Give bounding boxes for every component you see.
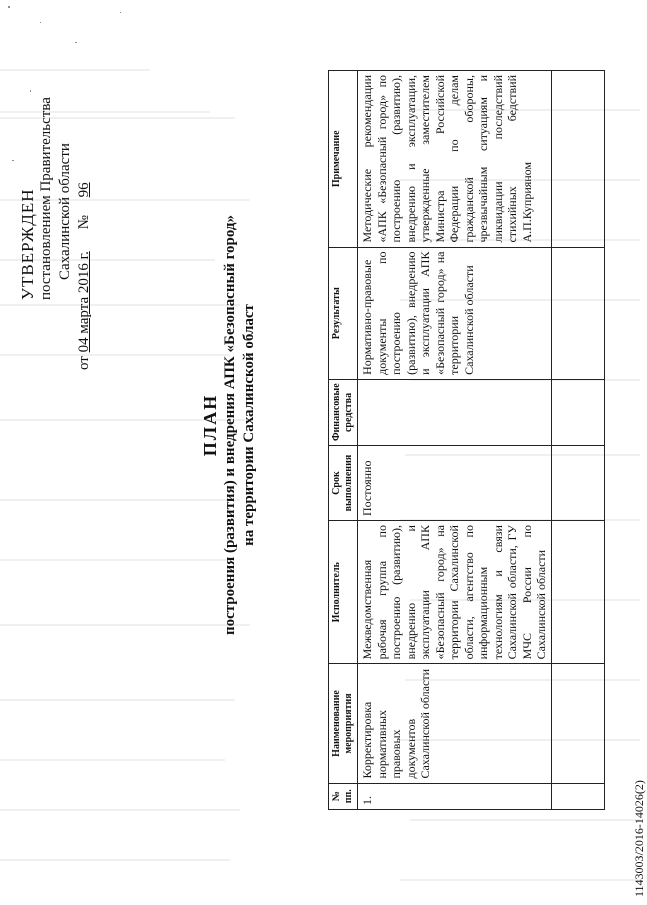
header-num: № пп. — [329, 783, 358, 809]
plan-title-line1: построения (развития) и внедрения АПК «Безопасный город» — [222, 214, 238, 636]
approval-date-line — [75, 40, 94, 370]
document-number: 114300З/2016-14026(2) — [632, 780, 646, 897]
approval-line1: постановлением Правительства — [38, 97, 54, 300]
cell-executor: Межведомственная рабочая группа по построению (развитию), внедрению и эксплуатации АПК «Безопасный город» на территории Сахалинской области, агентство по информационным технологиям и связи Сахалинской области, ГУ МЧС России по Сахалинской области — [358, 521, 552, 664]
cell-finance — [358, 379, 552, 445]
header-note: Примечание — [329, 71, 358, 248]
cell-note: Методические рекомендации «АПК «Безопасный город» по построению (развитию), внедрению и эксплуатации, утвержденные заместителем Министра Российской Федерации по делам гражданской обороны, чрезвычайным ситуациям и ликвидации последствий стихийных бедствий А.П.Куприяном — [358, 71, 552, 248]
cell-name: Корректировка нормативных правовых документов Сахалинской области — [358, 664, 552, 783]
plan-table — [328, 70, 605, 810]
header-results: Результаты — [329, 247, 358, 379]
approval-block — [18, 40, 94, 370]
plan-title-word: ПЛАН — [200, 393, 220, 457]
cell-num: 1. — [358, 783, 552, 809]
table-row — [358, 71, 552, 810]
cell-term: Постоянно — [358, 446, 552, 521]
plan-title-line2: на территории Сахалинской област — [241, 304, 257, 546]
header-name: Наименование мероприятия — [329, 664, 358, 783]
header-term: Срок выполнения — [329, 446, 358, 521]
approval-heading: УТВЕРЖДЕН — [18, 188, 37, 300]
date-prefix: от — [76, 356, 92, 370]
table-header-row — [329, 71, 358, 810]
header-executor: Исполнитель — [329, 521, 358, 664]
cell-results: Нормативно-правовые документы по построению (развитию), внедрению и эксплуатации АПК «Безопасный город» на территории Сахалинской области — [358, 247, 552, 379]
approval-date: 04 марта 2016 г. — [76, 251, 92, 353]
approval-line2: Сахалинской области — [57, 143, 73, 280]
header-finance: Финансовые средства — [329, 379, 358, 445]
plan-title — [200, 115, 259, 735]
table-row-empty — [551, 71, 604, 810]
approval-number: 96 — [76, 182, 92, 198]
number-sign: № — [76, 215, 92, 230]
